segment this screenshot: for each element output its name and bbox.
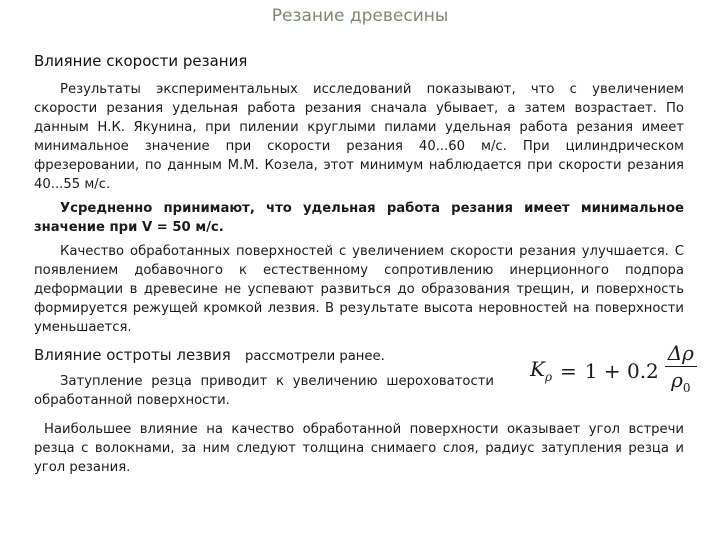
paragraph-influence: [34, 420, 684, 477]
paragraph-results-text: Результаты экспериментальных исследований показывают, что с увеличением скорости резания удельная работа резания сначала убывает, а затем возрастает. По данным Н.К. Якунина, при пилении круглыми пилами удельная работа резания имеет минимальное значение при скорости резания 40...60 м/с. При цилиндрическом фрезеровании, по данным М.М. Козела, этот минимум наблюдается при скорости резания 40...55 м/с.: [34, 82, 684, 192]
paragraph-results: [34, 80, 684, 194]
paragraph-dulling: [34, 372, 494, 410]
sharpness-heading: Влияние остроты лезвия: [34, 346, 231, 364]
roughness-formula: [530, 342, 697, 399]
sharpness-tail: рассмотрели ранее.: [245, 349, 385, 364]
paragraph-average-text: Усредненно принимают, что удельная работа резания имеет минимальное значение при V = 50 м/с.: [34, 201, 684, 235]
formula-fraction-bar: [665, 366, 697, 367]
paragraph-influence-text: Наибольшее влияние на качество обработанной поверхности оказывает угол встречи резца с волокнами, за ним следуют толщина снимаего слоя, радиус затупления резца и угол резания.: [34, 422, 684, 475]
paragraph-quality-text: Качество обработанных поверхностей с увеличением скорости резания улучшается. С появлением добавочного к естественному сопротивлению инерционного подпора деформации в древесине не успевают развиться до образования трещин, и поверхность формируется режущей кромкой лезвия. В результате высота неровностей на поверхности уменьшается.: [34, 244, 684, 335]
formula-denominator: [671, 369, 690, 399]
formula-lhs-subscript: ρ: [544, 370, 553, 384]
formula-equals: =: [560, 358, 577, 383]
paragraph-dulling-text: Затупление резца приводит к увеличению шероховатости обработанной поверхности.: [34, 374, 494, 408]
section-heading: Влияние скорости резания: [34, 52, 248, 70]
formula-lhs: [530, 357, 552, 384]
formula-denominator-symbol: ρ: [671, 368, 683, 392]
formula-fraction: [665, 342, 697, 399]
formula-numerator: Δρ: [667, 341, 694, 365]
formula-rhs-prefix: 1 + 0.2: [584, 358, 659, 383]
formula-lhs-symbol: K: [530, 357, 545, 381]
slide-title: Резание древесины: [271, 6, 449, 26]
sharpness-line: [34, 346, 385, 364]
paragraph-average: [34, 199, 684, 237]
paragraph-quality: [34, 242, 684, 337]
formula-denominator-subscript: 0: [682, 381, 691, 395]
